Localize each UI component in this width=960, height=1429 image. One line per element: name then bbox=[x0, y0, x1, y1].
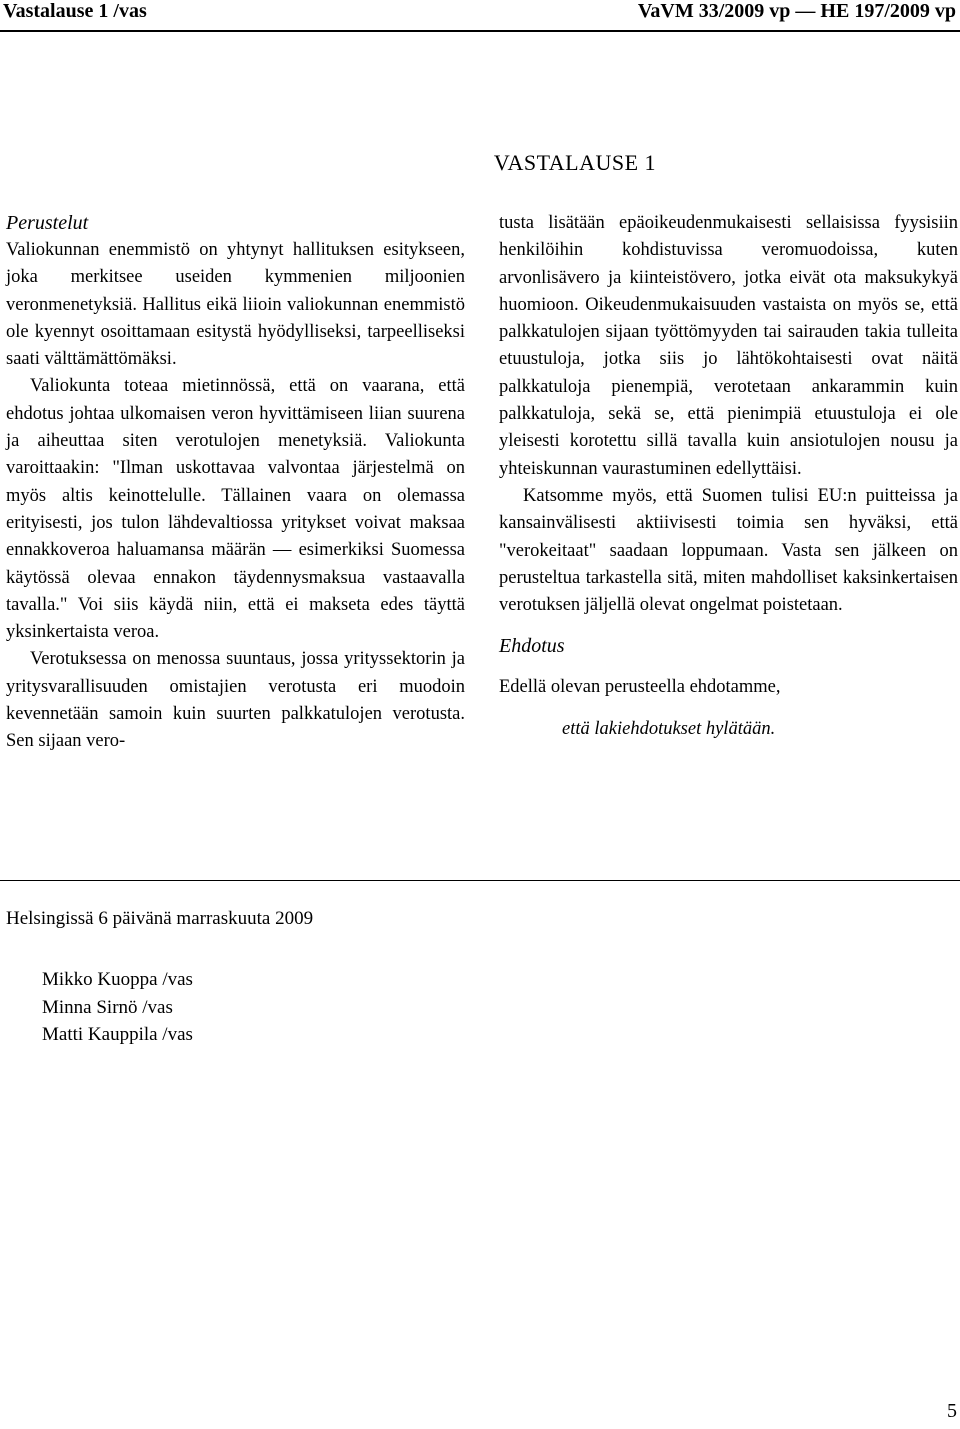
place-and-date: Helsingissä 6 päivänä marraskuuta 2009 bbox=[6, 908, 314, 929]
section-heading-ehdotus: Ehdotus bbox=[499, 635, 565, 658]
paragraph: Verotuksessa on menossa suuntaus, jossa yrityssektorin ja yritysvarallisuuden omistajien verotusta eri muodoin kevennetään samoin kuin suurten palkkatulojen verotusta. Sen sijaan vero- bbox=[6, 649, 465, 752]
header-left: Vastalause 1 /vas bbox=[3, 0, 147, 22]
paragraph: Valiokunnan enemmistö on yhtynyt hallituksen esitykseen, joka merkitsee useiden kymmenien miljoonien veronmenetyksiä. Hallitus eikä liioin valiokunnan enemmistö ole kyennyt osoittamaan esitystä hyödylliseksi, tarpeelliseksi saati välttämättömäksi. bbox=[6, 240, 465, 370]
page-header bbox=[0, 0, 960, 32]
paragraph: Valiokunta toteaa mietinnössä, että on vaarana, että ehdotus johtaa ulkomaisen veron hyvittämiseen liian suurena ja aiheuttaa siten verotulojen menetyksiä. Valiokunta varoittaakin: "Ilman uskottavaa valvontaa järjestelmä on myös altis keinottelulle. Tällainen vaara on olemassa erityisesti, jos tulon lähdevaltiossa yritykset voivat maksaa ennakkoveroa haluamansa määrän — esimerkiksi Suomessa käytössä olevaa ennakon täydennysmaksua vastaavalla tavalla." Voi siis käydä niin, että ei makseta edes täyttä yksinkertaista veroa. bbox=[6, 376, 465, 643]
page-number: 5 bbox=[947, 1400, 957, 1422]
right-column bbox=[499, 210, 958, 743]
signer: Minna Sirnö /vas bbox=[42, 996, 173, 1018]
proposal-text: Edellä olevan perusteella ehdotamme, bbox=[499, 677, 781, 698]
left-column bbox=[6, 210, 465, 756]
signer: Mikko Kuoppa /vas bbox=[42, 969, 193, 990]
paragraph: Katsomme myös, että Suomen tulisi EU:n puitteissa ja kansainvälisesti aktiivisesti toimia sen hyväksi, että "verokeitaat" saadaan loppumaan. Vasta sen jälkeen on perusteltua tarkastella sitä, miten mahdolliset kaksinkertaisen verotuksen jäljellä olevat ongelmat poistetaan. bbox=[499, 485, 958, 616]
signer-list bbox=[42, 966, 193, 1049]
section-heading-perustelut: Perustelut bbox=[6, 212, 89, 234]
signature-separator bbox=[0, 880, 960, 881]
decision-text: että lakiehdotukset hylätään. bbox=[562, 718, 776, 739]
header-right: VaVM 33/2009 vp — HE 197/2009 vp bbox=[637, 0, 956, 22]
paragraph: tusta lisätään epäoikeudenmukaisesti sellaisissa fyysisiin henkilöihin kohdistuvissa veromuodoissa, kuten arvonlisävero ja kiinteistövero, jotka eivät ota maksukykyä huomioon. Oikeudenmukaisuuden vastaista on myös se, että palkkatulojen sijaan työttömyyden tai sairauden takia tulleita etuustuloja, jotka siis jo lähtökohtaisesti ovat näitä palkkatuloja pienempiä, verotetaan ankarammin kuin palkkatuloja, sekä se, että pienimpiä etuustuloja ei ole yleisesti korotettu sillä tavalla kuin ansiotulojen nousu ja yhteiskunnan vaurastuminen edellyttäisi. bbox=[499, 213, 958, 479]
document-title-row bbox=[0, 150, 960, 176]
document-title: VASTALAUSE 1 bbox=[493, 150, 657, 175]
signer: Matti Kauppila /vas bbox=[42, 1024, 193, 1045]
